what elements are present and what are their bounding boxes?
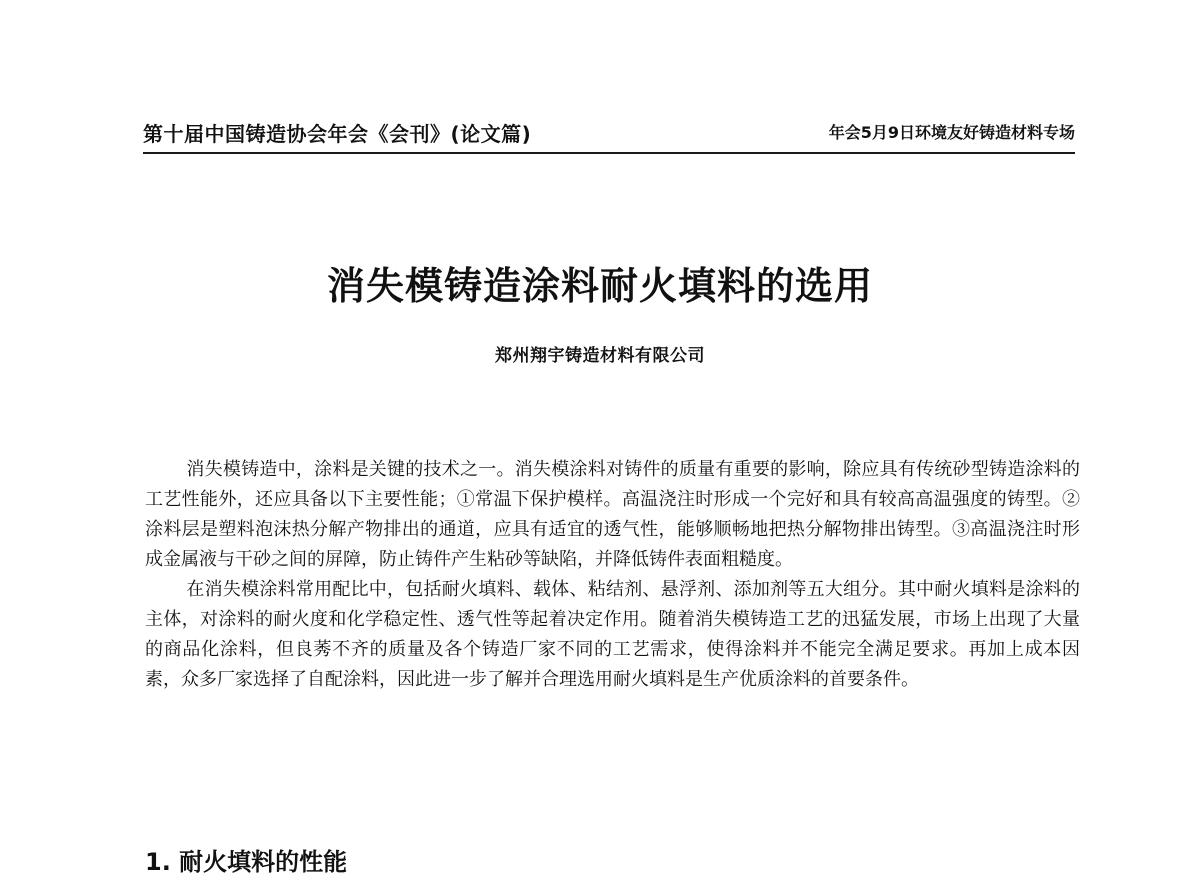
paragraph: 在消失模涂料常用配比中，包括耐火填料、载体、粘结剂、悬浮剂、添加剂等五大组分。其中耐火填料是涂料的主体，对涂料的耐火度和化学稳定性、透气性等起着决定作用。随着消失模铸造工艺的迅猛发展，市场上出现了大量的商品化涂料，但良莠不齐的质量及各个铸造厂家不同的工艺需求，使得涂料并不能完全满足要求。再加上成本因素，众多厂家选择了自配涂料，因此进一步了解并合理选用耐火填料是生产优质涂料的首要条件。	[145, 579, 1080, 690]
body-text	[145, 455, 1080, 695]
session-name: 年会5月9日环境友好铸造材料专场	[828, 123, 1075, 142]
paper-title: 消失模铸造涂料耐火填料的选用	[326, 264, 873, 308]
running-header	[143, 116, 1075, 154]
section-heading: 1. 耐火填料的性能	[145, 848, 348, 876]
author-affiliation: 郑州翔宇铸造材料有限公司	[495, 346, 705, 366]
journal-name: 第十届中国铸造协会年会《会刊》(论文篇)	[143, 122, 532, 146]
paragraph: 消失模铸造中，涂料是关键的技术之一。消失模涂料对铸件的质量有重要的影响，除应具有传统砂型铸造涂料的工艺性能外，还应具备以下主要性能；①常温下保护模样。高温浇注时形成一个完好和具有较高高温强度的铸型。②涂料层是塑料泡沫热分解产物排出的通道，应具有适宜的透气性，能够顺畅地把热分解物排出铸型。③高温浇注时形成金属液与干砂之间的屏障，防止铸件产生粘砂等缺陷，并降低铸件表面粗糙度。	[145, 459, 1080, 570]
